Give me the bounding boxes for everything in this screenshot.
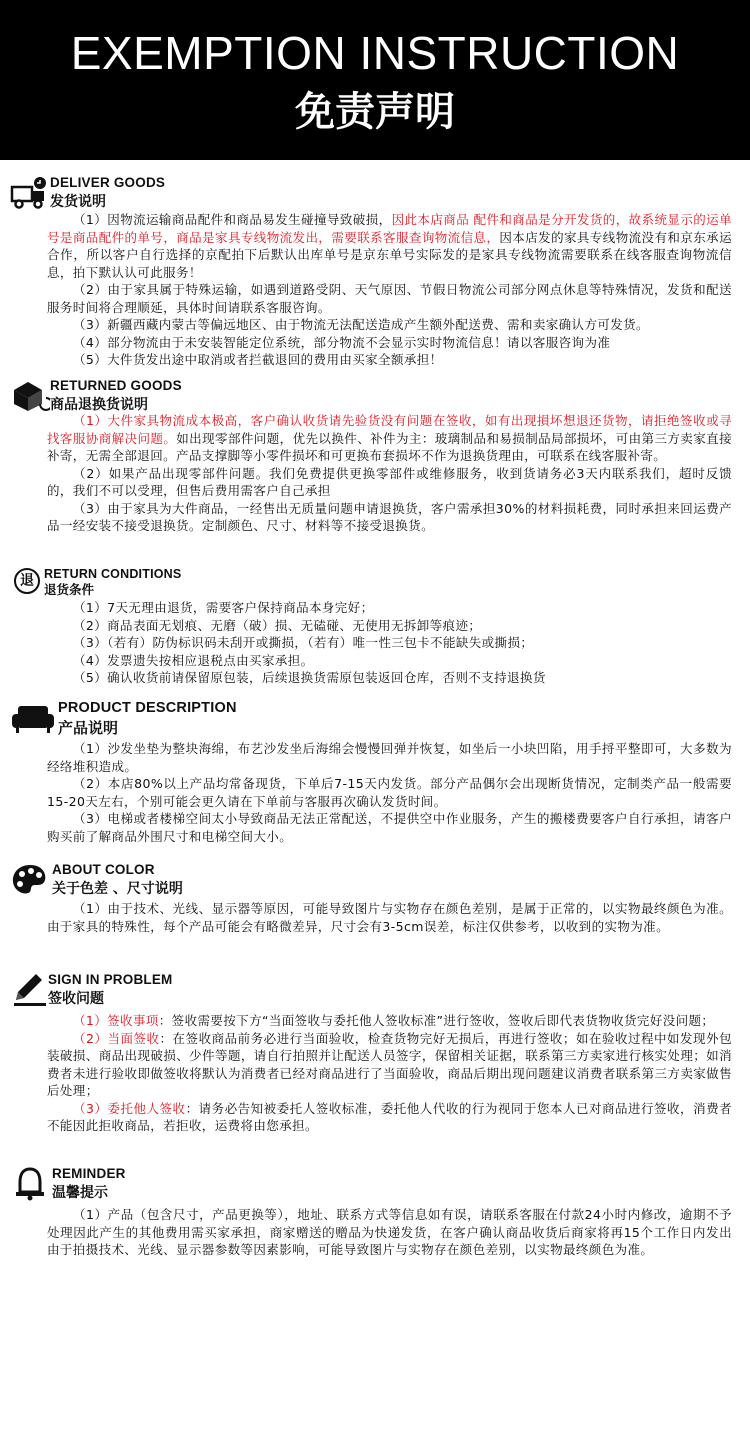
paragraph: （1）沙发坐垫为整块海绵，布艺沙发坐后海绵会慢慢回弹并恢复，如坐后一小块凹陷，用手捋平整即可，大多数为经络堆积造成。: [47, 741, 732, 774]
text: 如出现零部件问题，优先以换件、补件为主：玻璃制品和易损制品局部损坏，可由第三方卖家直接补寄，无需全部退回。产品支撑脚等小零件损坏和可更换布套损坏不作为退换货理由，可联系在线客服补寄。: [47, 430, 732, 463]
section-title-en: SIGN IN PROBLEM: [48, 972, 173, 987]
palette-icon: [10, 862, 50, 898]
section-body: [47, 599, 732, 687]
paragraph: （3）新疆西藏内蒙古等偏远地区、由于物流无法配送造成产生额外配送费、需和卖家确认方可发货。: [73, 317, 649, 332]
section-title-cn: 温馨提示: [52, 1185, 108, 1201]
section-title-en: ABOUT COLOR: [52, 862, 155, 877]
section-title-en: RETURN CONDITIONS: [44, 567, 182, 581]
header-banner: [0, 0, 750, 160]
section-title-en: PRODUCT DESCRIPTION: [58, 700, 237, 716]
paragraph: （2）本店80%以上产品均常备现货，下单后7-15天内发货。部分产品偶尔会出现断货情况，定制类产品一般需要15-20天左右，个别可能会更久请在下单前与客服再次确认发货时间。: [47, 776, 732, 809]
paragraph: （5）大件货发出途中取消或者拦截退回的费用由买家全额承担！: [73, 352, 443, 367]
section-title-cn: 发货说明: [50, 194, 106, 210]
page-title-cn: 免责声明: [295, 89, 455, 135]
section-title-cn: 关于色差 、尺寸说明: [52, 881, 183, 897]
return-badge-icon: [14, 568, 40, 594]
text: ：在签收商品前务必进行当面验收，检查货物完好无损后，再进行签收；如在验收过程中如发现外包装破损、商品出现破损、少件等题，请自行拍照并让配送人员签字，保留相关证据，联系第三方卖家进行核实处理；如消费者未进行验收即做签收将默认为消费者已经对商品进行了当面验收，商品后期出现问题建议消费者联系第三方卖家做售后处理；: [47, 1030, 732, 1098]
text: ：请务必告知被委托人签收标准，委托他人代收的行为视同于您本人已对商品进行签收，消费者不能因此拒收商品，若拒收，运费将由您承担。: [47, 1100, 732, 1133]
paragraph: （2）由于家具属于特殊运输，如遇到道路受阴、天气原因、节假日物流公司部分网点休息等特殊情况，发货和配送服务时间将合理顺延，具体时间请联系客服咨询。: [47, 282, 732, 315]
highlight-text: （3）委托他人签收: [73, 1100, 186, 1116]
paragraph: [47, 412, 732, 465]
paragraph: [47, 1030, 732, 1100]
paragraph: （3）电梯或者楼梯空间太小导致商品无法正常配送，不提供空中作业服务，产生的搬楼费要客户自行承担，请客户购买前了解商品外围尺寸和电梯空间大小。: [47, 811, 732, 844]
section-body: [47, 1206, 732, 1259]
paragraph: （2）如果产品出现零部件问题。我们免费提供更换零部件或维修服务，收到货请务必3天内联系我们，超时反馈的，我们不可以受理，但售后费用需客户自己承担: [47, 465, 732, 498]
section-body: [47, 412, 732, 535]
sofa-icon: [10, 700, 56, 736]
section-title-en: RETURNED GOODS: [50, 378, 182, 393]
text: 因本店发的家具专线物流没有和京东承运合作，所以客户自行选择的京配拍下后默认出库单号是京东单号实际发的是家具专线物流需要联系在线客服查询物流信息，拍下默认认可此服务！: [47, 229, 732, 280]
bell-icon: [10, 1166, 50, 1202]
section-body: [47, 740, 732, 845]
list-item: （1）7天无理由退货，需要客户保持商品本身完好；: [73, 600, 374, 615]
page-title-en: EXEMPTION INSTRUCTION: [70, 27, 680, 79]
section-body: [47, 1012, 732, 1135]
section-title-en: DELIVER GOODS: [50, 175, 166, 190]
pen-icon: [10, 972, 50, 1008]
highlight-text: 因此本店商品 配件和商品是分开发货的，故系统显示的运单号是商品配件的单号，商品是家具专线物流发出，需要联系客服查询物流信息，: [47, 212, 732, 245]
list-item: （3）（若有）防伪标识码未刮开或撕损，（若有）唯一性三包卡不能缺失或撕损；: [73, 635, 534, 650]
section-body: [47, 211, 732, 369]
paragraph: （4）部分物流由于未安装智能定位系统，部分物流不会显示实时物流信息！请以客服咨询为准: [73, 334, 611, 350]
highlight-text: （1）签收事项: [73, 1013, 159, 1028]
box-return-icon: [10, 378, 50, 414]
list-item: （2）商品表面无划痕、无磨（破）损、无磕碰、无使用无拆卸等痕迹；: [73, 617, 482, 633]
section-body: [47, 900, 732, 935]
text: （1）因物流运输商品配件和商品易发生碰撞导致破损，: [73, 212, 392, 227]
paragraph: （1）产品（包含尺寸，产品更换等），地址、联系方式等信息如有误，请联系客服在付款24小时内修改，逾期不予处理因此产生的其他费用需买家承担，商家赠送的赠品为快递发货，在客户确认商品收货后商家将再15个工作日内发出由于拍摄技术、光线、显示器参数等因素影响，可能导致图片与实物存在颜色差别，以实物最终颜色为准。: [47, 1207, 732, 1257]
paragraph: [47, 1100, 732, 1135]
section-title-cn: 签收问题: [48, 991, 104, 1007]
section-title-cn: 退货条件: [44, 582, 95, 597]
highlight-text: （2）当面签收: [73, 1030, 160, 1046]
highlight-text: （1）大件家具物流成本极高，客户确认收货请先验货没有问题在签收，如有出现損坏想退还货物，请拒绝签收或寻找客服协商解决问题。: [47, 413, 732, 446]
truck-icon: [10, 175, 50, 211]
list-item: （5）确认收货前请保留原包装，后续退换货需原包装返回仓库，否则不支持退换货: [73, 670, 546, 685]
section-title-cn: 商品退换货说明: [50, 397, 148, 413]
paragraph: （3）由于家具为大件商品，一经售出无质量问题申请退换货，客户需承担30%的材料损耗费，同时承担来回运费产品一经安装不接受退换货。定制颜色、尺寸、材料等不接受退换货。: [47, 500, 732, 533]
list-item: （4）发票遗失按相应退税点由买家承担。: [73, 652, 314, 668]
paragraph: [47, 211, 732, 281]
paragraph: （1）由于技术、光线、显示器等原因，可能导致图片与实物存在颜色差别，是属于正常的，以实物最终颜色为准。由于家具的特殊性，每个产品可能会有略微差异，尺寸会有3-5cm误差，标注仅供参考，以收到的实物为准。: [47, 901, 732, 934]
text: ：签收需要按下方“当面签收与委托他人签收标准”进行签收，签收后即代表货物收货完好没问题；: [158, 1013, 715, 1028]
section-title-cn: 产品说明: [58, 719, 119, 737]
paragraph: [47, 1012, 732, 1030]
section-title-en: REMINDER: [52, 1166, 126, 1181]
badge-glyph: 退: [20, 573, 34, 589]
